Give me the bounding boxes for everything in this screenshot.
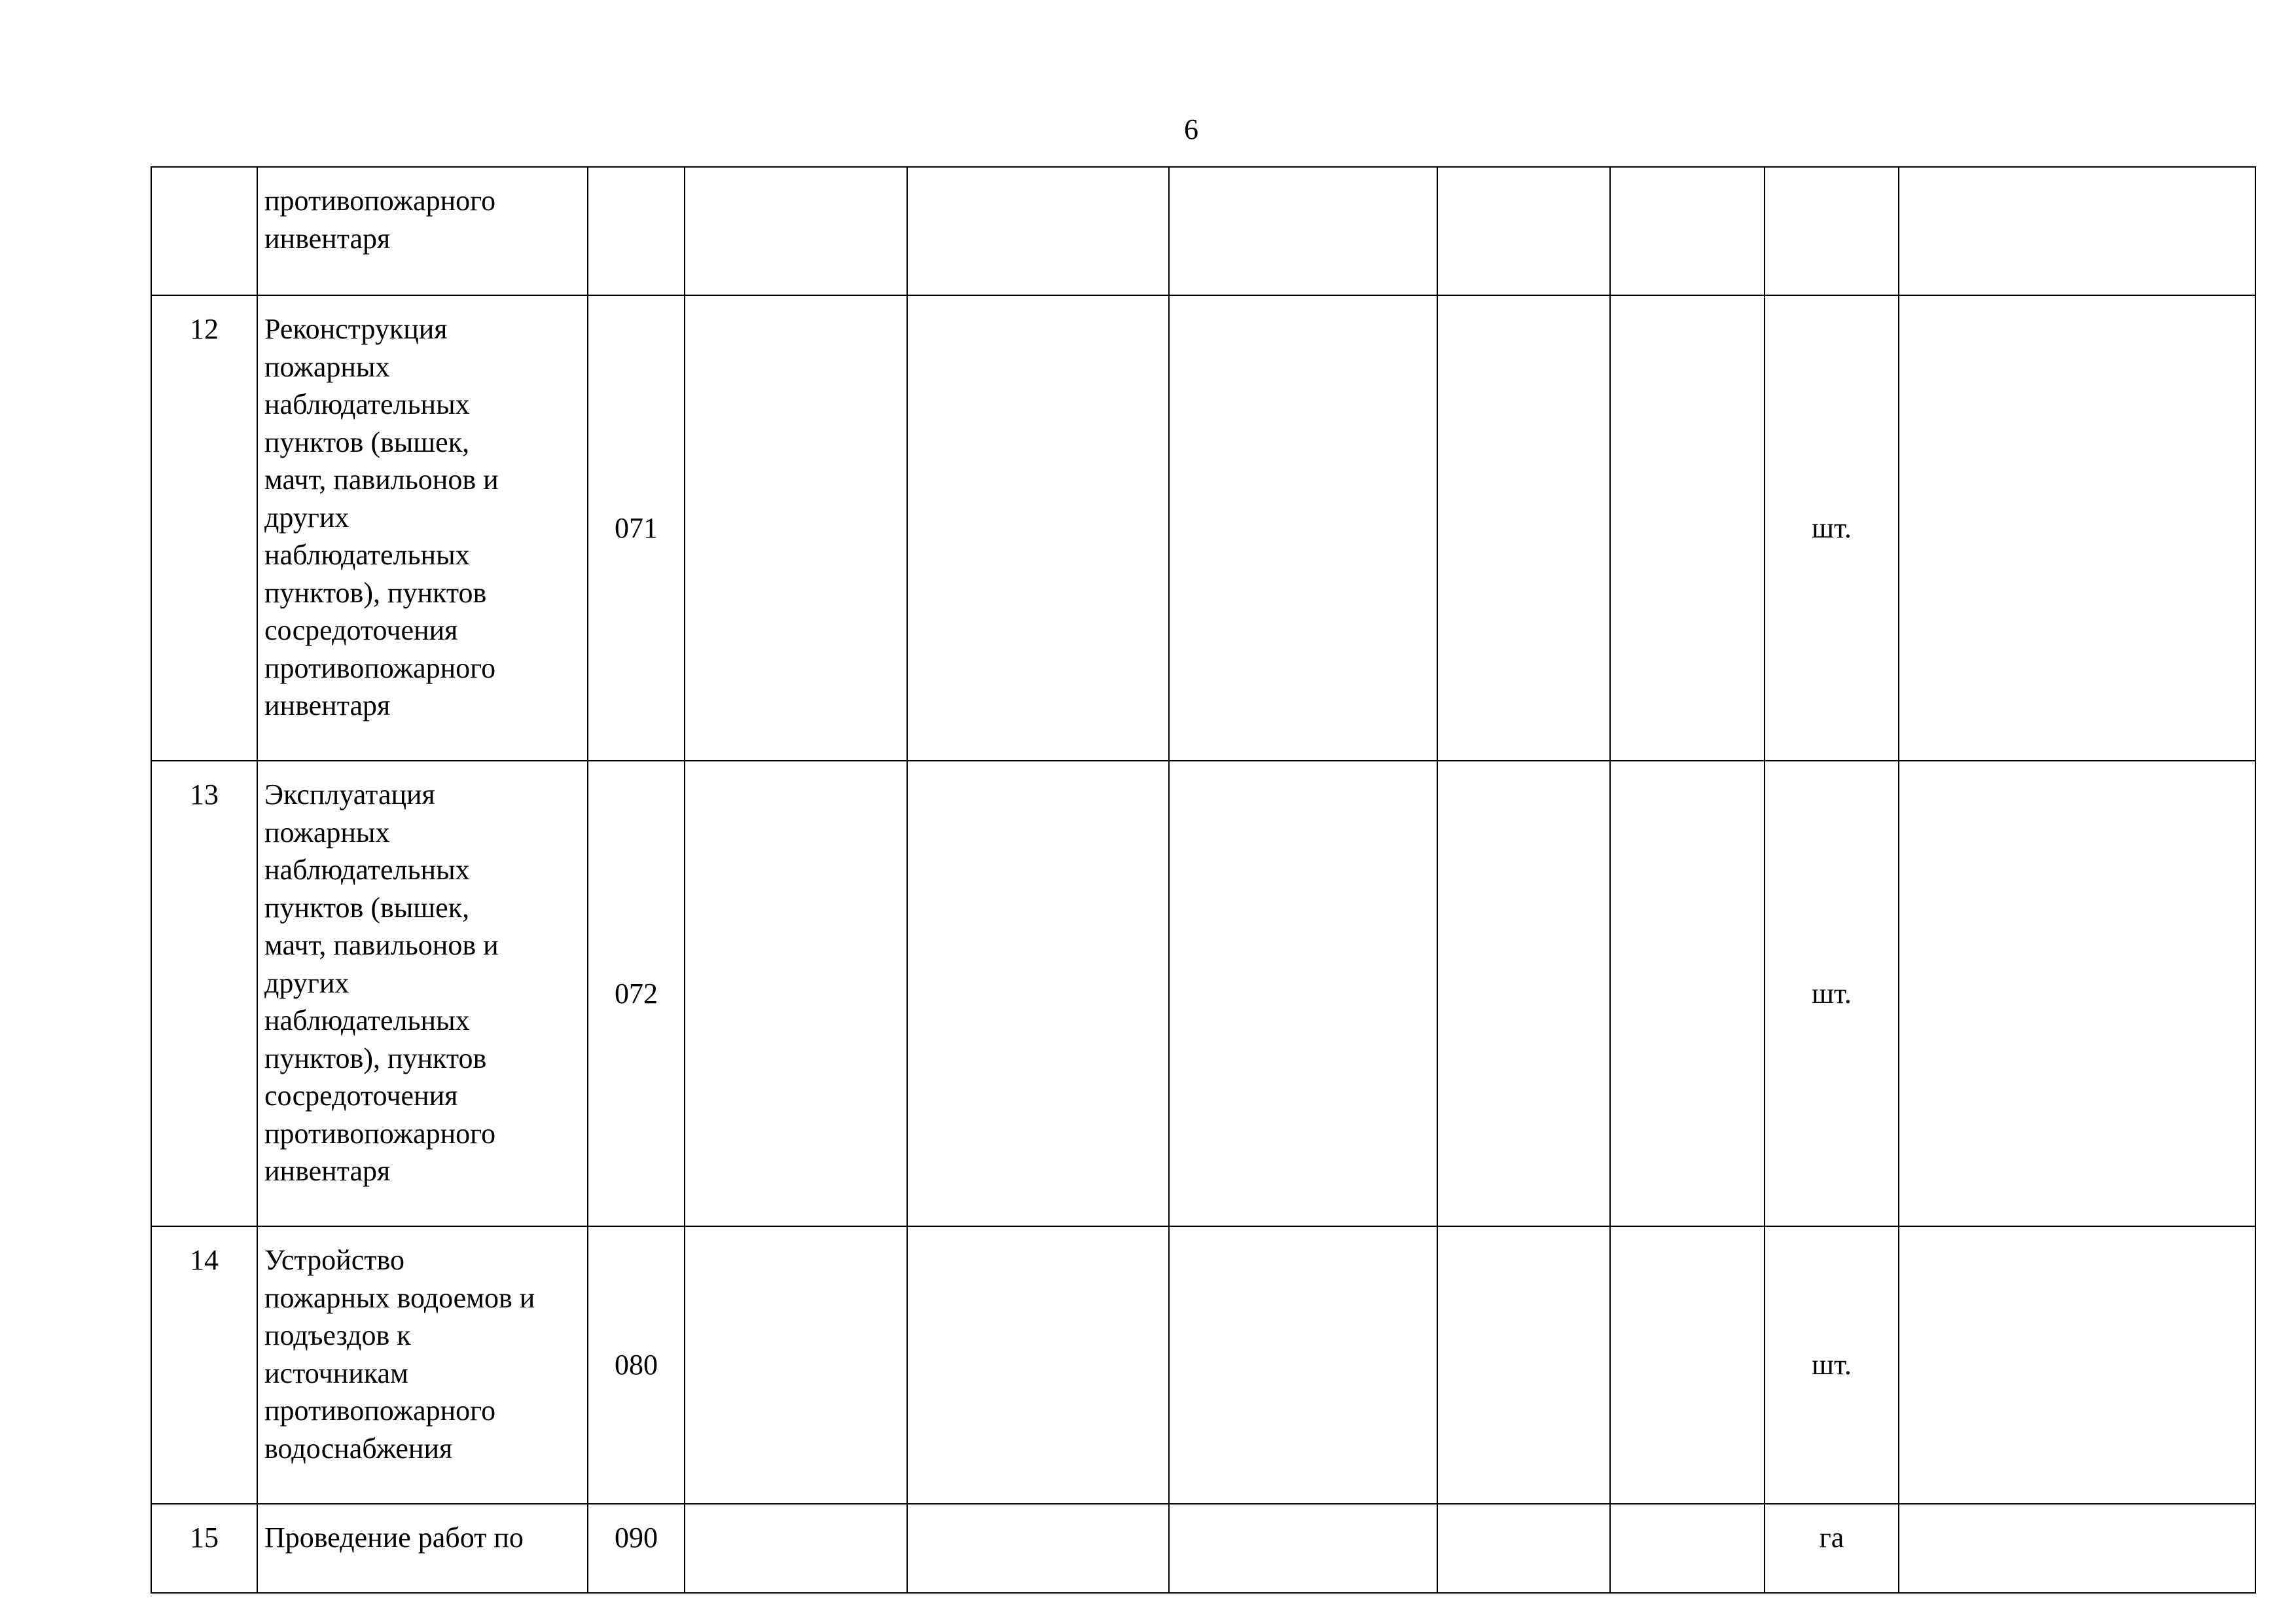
row-unit: шт. — [1765, 761, 1899, 1226]
row-code: 090 — [588, 1504, 685, 1593]
row-unit: шт. — [1765, 295, 1899, 761]
empty-cell — [907, 295, 1169, 761]
empty-cell — [1437, 295, 1610, 761]
empty-cell — [1169, 295, 1437, 761]
row-code: 080 — [588, 1226, 685, 1504]
empty-cell — [1899, 1226, 2255, 1504]
page-number: 6 — [1184, 113, 1198, 145]
empty-cell — [1610, 761, 1765, 1226]
row-code: 072 — [588, 761, 685, 1226]
table-row — [151, 167, 2255, 295]
empty-cell — [907, 167, 1169, 295]
empty-cell — [907, 1226, 1169, 1504]
empty-cell — [1899, 1504, 2255, 1593]
row-unit: га — [1765, 1504, 1899, 1593]
empty-cell — [1899, 295, 2255, 761]
row-name-text: Устройство пожарных водоемов и подъездов к источникам противопожарного водоснабжения — [264, 1244, 535, 1465]
row-name — [257, 1226, 588, 1504]
empty-cell — [1437, 1226, 1610, 1504]
row-unit: шт. — [1765, 1226, 1899, 1504]
table-row — [151, 1504, 2255, 1593]
empty-cell — [1169, 761, 1437, 1226]
empty-cell — [1169, 167, 1437, 295]
row-code: 071 — [588, 295, 685, 761]
empty-cell — [907, 761, 1169, 1226]
row-name — [257, 761, 588, 1226]
empty-cell — [685, 167, 907, 295]
table-row — [151, 761, 2255, 1226]
empty-cell — [1169, 1226, 1437, 1504]
table-row — [151, 1226, 2255, 1504]
form-table — [151, 166, 2256, 1594]
empty-cell — [1437, 167, 1610, 295]
empty-cell — [1899, 167, 2255, 295]
row-name — [257, 295, 588, 761]
row-code — [588, 167, 685, 295]
row-number — [151, 167, 257, 295]
empty-cell — [1610, 167, 1765, 295]
empty-cell — [1899, 761, 2255, 1226]
empty-cell — [1610, 295, 1765, 761]
row-number: 13 — [151, 761, 257, 1226]
row-name — [257, 1504, 588, 1593]
row-name — [257, 167, 588, 295]
empty-cell — [685, 295, 907, 761]
empty-cell — [685, 1504, 907, 1593]
empty-cell — [1610, 1504, 1765, 1593]
empty-cell — [685, 761, 907, 1226]
empty-cell — [1437, 1504, 1610, 1593]
row-name-text: противопожарного инвентаря — [264, 185, 496, 255]
row-name-text: Эксплуатация пожарных наблюдательных пунктов (вышек, мачт, павильонов и других наблюдательных пунктов), пунктов сосредоточения противопожарного инвентаря — [264, 778, 499, 1187]
empty-cell — [1437, 761, 1610, 1226]
empty-cell — [907, 1504, 1169, 1593]
empty-cell — [1169, 1504, 1437, 1593]
row-name-text: Реконструкция пожарных наблюдательных пунктов (вышек, мачт, павильонов и других наблюдательных пунктов), пунктов сосредоточения противопожарного инвентаря — [264, 313, 499, 721]
row-number: 12 — [151, 295, 257, 761]
empty-cell — [685, 1226, 907, 1504]
row-name-text: Проведение работ по — [264, 1522, 524, 1554]
row-unit — [1765, 167, 1899, 295]
row-number: 14 — [151, 1226, 257, 1504]
empty-cell — [1610, 1226, 1765, 1504]
row-number: 15 — [151, 1504, 257, 1593]
table-row — [151, 295, 2255, 761]
